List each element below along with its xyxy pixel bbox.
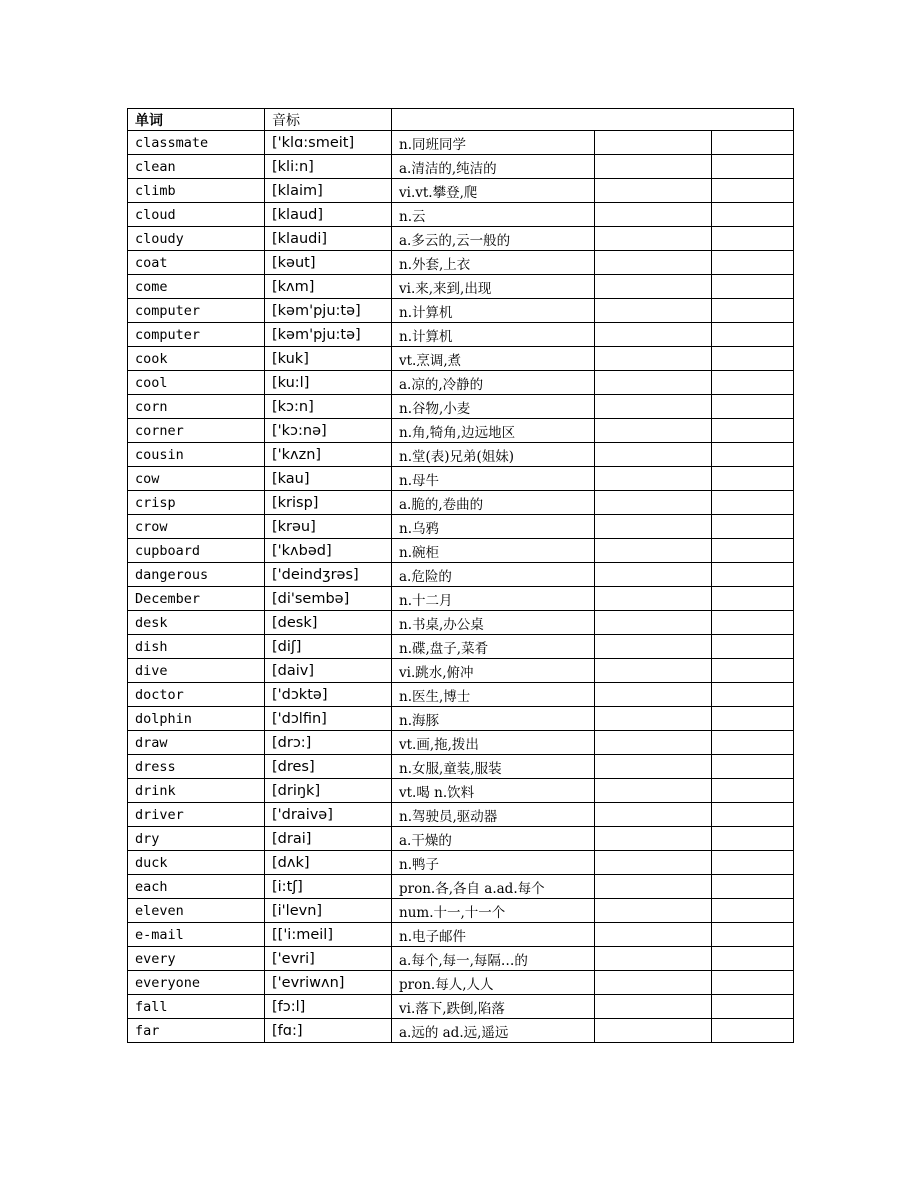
phonetic-cell: [kli:n] <box>265 155 392 179</box>
blank-cell <box>595 587 712 611</box>
blank-cell <box>712 779 794 803</box>
meaning-cell: a.清洁的,纯洁的 <box>392 155 595 179</box>
phonetic-cell: [diʃ] <box>265 635 392 659</box>
blank-cell <box>595 851 712 875</box>
blank-cell <box>712 419 794 443</box>
table-row <box>128 443 794 467</box>
word-cell: doctor <box>128 683 265 707</box>
table-row <box>128 1019 794 1043</box>
blank-cell <box>595 731 712 755</box>
phonetic-cell: [krəu] <box>265 515 392 539</box>
table-row <box>128 707 794 731</box>
table-row <box>128 923 794 947</box>
blank-cell <box>712 1019 794 1043</box>
blank-cell <box>595 611 712 635</box>
phonetic-cell: [fɑ:] <box>265 1019 392 1043</box>
blank-cell <box>595 515 712 539</box>
phonetic-cell: ['klɑ:smeit] <box>265 131 392 155</box>
table-row <box>128 323 794 347</box>
table-row <box>128 131 794 155</box>
phonetic-cell: [kuk] <box>265 347 392 371</box>
phonetic-cell: [klaud] <box>265 203 392 227</box>
meaning-cell: n.计算机 <box>392 299 595 323</box>
blank-cell <box>712 995 794 1019</box>
blank-cell <box>712 947 794 971</box>
table-row <box>128 227 794 251</box>
word-cell: cloudy <box>128 227 265 251</box>
word-cell: draw <box>128 731 265 755</box>
phonetic-cell: ['kɔ:nə] <box>265 419 392 443</box>
blank-cell <box>712 731 794 755</box>
blank-cell <box>595 371 712 395</box>
phonetic-cell: [kəm'pju:tə] <box>265 323 392 347</box>
blank-cell <box>595 347 712 371</box>
blank-cell <box>595 971 712 995</box>
table-row <box>128 803 794 827</box>
blank-cell <box>712 299 794 323</box>
word-cell: corn <box>128 395 265 419</box>
blank-cell <box>712 539 794 563</box>
table-row <box>128 587 794 611</box>
blank-cell <box>712 179 794 203</box>
blank-cell <box>712 659 794 683</box>
word-cell: far <box>128 1019 265 1043</box>
word-cell: dress <box>128 755 265 779</box>
word-cell: dive <box>128 659 265 683</box>
meaning-cell: n.谷物,小麦 <box>392 395 595 419</box>
blank-cell <box>712 611 794 635</box>
blank-cell <box>712 131 794 155</box>
phonetic-cell: [i'levn] <box>265 899 392 923</box>
meaning-cell: a.脆的,卷曲的 <box>392 491 595 515</box>
meaning-cell: n.书桌,办公桌 <box>392 611 595 635</box>
meaning-cell: vt.画,拖,拨出 <box>392 731 595 755</box>
blank-cell <box>595 563 712 587</box>
phonetic-cell: [kəm'pju:tə] <box>265 299 392 323</box>
blank-cell <box>595 1019 712 1043</box>
word-cell: drink <box>128 779 265 803</box>
table-row <box>128 779 794 803</box>
blank-cell <box>595 203 712 227</box>
table-row <box>128 947 794 971</box>
meaning-cell: num.十一,十一个 <box>392 899 595 923</box>
blank-cell <box>595 995 712 1019</box>
table-row <box>128 491 794 515</box>
blank-cell <box>595 299 712 323</box>
table-row <box>128 251 794 275</box>
blank-cell <box>595 803 712 827</box>
meaning-cell: n.碗柜 <box>392 539 595 563</box>
meaning-cell: pron.各,各自 a.ad.每个 <box>392 875 595 899</box>
blank-cell <box>595 275 712 299</box>
word-cell: computer <box>128 299 265 323</box>
word-cell: each <box>128 875 265 899</box>
table-row <box>128 155 794 179</box>
table-row <box>128 659 794 683</box>
meaning-cell: vi.vt.攀登,爬 <box>392 179 595 203</box>
word-cell: come <box>128 275 265 299</box>
meaning-cell: n.十二月 <box>392 587 595 611</box>
table-row <box>128 347 794 371</box>
table-row <box>128 731 794 755</box>
meaning-cell: n.女服,童装,服装 <box>392 755 595 779</box>
blank-cell <box>712 515 794 539</box>
word-cell: every <box>128 947 265 971</box>
header-phonetic: 音标 <box>265 109 392 131</box>
word-cell: computer <box>128 323 265 347</box>
word-cell: cousin <box>128 443 265 467</box>
phonetic-cell: [['i:meil] <box>265 923 392 947</box>
header-empty-cell <box>392 109 794 131</box>
blank-cell <box>712 827 794 851</box>
phonetic-cell: ['dɔlfin] <box>265 707 392 731</box>
blank-cell <box>712 467 794 491</box>
phonetic-cell: [klaim] <box>265 179 392 203</box>
table-row <box>128 371 794 395</box>
blank-cell <box>595 155 712 179</box>
word-cell: clean <box>128 155 265 179</box>
word-cell: driver <box>128 803 265 827</box>
meaning-cell: a.远的 ad.远,遥远 <box>392 1019 595 1043</box>
table-row <box>128 299 794 323</box>
meaning-cell: n.电子邮件 <box>392 923 595 947</box>
meaning-cell: n.医生,博士 <box>392 683 595 707</box>
meaning-cell: n.碟,盘子,菜肴 <box>392 635 595 659</box>
phonetic-cell: ['evri] <box>265 947 392 971</box>
phonetic-cell: [desk] <box>265 611 392 635</box>
meaning-cell: n.外套,上衣 <box>392 251 595 275</box>
blank-cell <box>595 947 712 971</box>
phonetic-cell: ['deindʒrəs] <box>265 563 392 587</box>
table-row <box>128 275 794 299</box>
table-row <box>128 515 794 539</box>
meaning-cell: a.每个,每一,每隔…的 <box>392 947 595 971</box>
vocabulary-table-body <box>128 109 794 1043</box>
word-cell: December <box>128 587 265 611</box>
blank-cell <box>595 491 712 515</box>
table-row <box>128 851 794 875</box>
meaning-cell: vt.喝 n.饮料 <box>392 779 595 803</box>
phonetic-cell: [dʌk] <box>265 851 392 875</box>
meaning-cell: n.计算机 <box>392 323 595 347</box>
blank-cell <box>712 899 794 923</box>
phonetic-cell: [daiv] <box>265 659 392 683</box>
table-row <box>128 995 794 1019</box>
phonetic-cell: [driŋk] <box>265 779 392 803</box>
phonetic-cell: [dres] <box>265 755 392 779</box>
meaning-cell: n.云 <box>392 203 595 227</box>
blank-cell <box>595 323 712 347</box>
meaning-cell: a.干燥的 <box>392 827 595 851</box>
word-cell: desk <box>128 611 265 635</box>
table-row <box>128 419 794 443</box>
phonetic-cell: [fɔ:l] <box>265 995 392 1019</box>
phonetic-cell: [ku:l] <box>265 371 392 395</box>
meaning-cell: n.同班同学 <box>392 131 595 155</box>
phonetic-cell: ['dɔktə] <box>265 683 392 707</box>
meaning-cell: n.海豚 <box>392 707 595 731</box>
blank-cell <box>595 875 712 899</box>
word-cell: dish <box>128 635 265 659</box>
blank-cell <box>712 755 794 779</box>
meaning-cell: a.危险的 <box>392 563 595 587</box>
table-row <box>128 203 794 227</box>
blank-cell <box>595 827 712 851</box>
blank-cell <box>595 683 712 707</box>
word-cell: coat <box>128 251 265 275</box>
word-cell: cool <box>128 371 265 395</box>
table-row <box>128 683 794 707</box>
meaning-cell: n.母牛 <box>392 467 595 491</box>
blank-cell <box>712 563 794 587</box>
blank-cell <box>595 395 712 419</box>
word-cell: cupboard <box>128 539 265 563</box>
blank-cell <box>595 227 712 251</box>
word-cell: duck <box>128 851 265 875</box>
phonetic-cell: ['draivə] <box>265 803 392 827</box>
blank-cell <box>712 635 794 659</box>
blank-cell <box>712 443 794 467</box>
blank-cell <box>712 971 794 995</box>
word-cell: eleven <box>128 899 265 923</box>
table-row <box>128 395 794 419</box>
table-row <box>128 827 794 851</box>
meaning-cell: pron.每人,人人 <box>392 971 595 995</box>
word-cell: cloud <box>128 203 265 227</box>
meaning-cell: vt.烹调,煮 <box>392 347 595 371</box>
meaning-cell: n.乌鸦 <box>392 515 595 539</box>
meaning-cell: n.堂(表)兄弟(姐妹) <box>392 443 595 467</box>
phonetic-cell: [kau] <box>265 467 392 491</box>
word-cell: corner <box>128 419 265 443</box>
table-row <box>128 179 794 203</box>
table-row <box>128 563 794 587</box>
blank-cell <box>712 347 794 371</box>
word-cell: classmate <box>128 131 265 155</box>
blank-cell <box>595 923 712 947</box>
blank-cell <box>595 659 712 683</box>
blank-cell <box>712 587 794 611</box>
table-row <box>128 539 794 563</box>
blank-cell <box>595 779 712 803</box>
word-cell: e-mail <box>128 923 265 947</box>
blank-cell <box>712 395 794 419</box>
meaning-cell: a.凉的,冷静的 <box>392 371 595 395</box>
word-cell: crisp <box>128 491 265 515</box>
blank-cell <box>595 635 712 659</box>
blank-cell <box>712 875 794 899</box>
meaning-cell: vi.跳水,俯冲 <box>392 659 595 683</box>
phonetic-cell: [di'sembə] <box>265 587 392 611</box>
blank-cell <box>595 419 712 443</box>
blank-cell <box>712 251 794 275</box>
blank-cell <box>712 371 794 395</box>
blank-cell <box>595 251 712 275</box>
table-row <box>128 635 794 659</box>
meaning-cell: vi.来,来到,出现 <box>392 275 595 299</box>
blank-cell <box>595 899 712 923</box>
phonetic-cell: [klaudi] <box>265 227 392 251</box>
phonetic-cell: [kʌm] <box>265 275 392 299</box>
meaning-cell: n.鸭子 <box>392 851 595 875</box>
blank-cell <box>712 275 794 299</box>
blank-cell <box>712 923 794 947</box>
word-cell: dolphin <box>128 707 265 731</box>
word-cell: crow <box>128 515 265 539</box>
word-cell: everyone <box>128 971 265 995</box>
blank-cell <box>712 155 794 179</box>
meaning-cell: a.多云的,云一般的 <box>392 227 595 251</box>
blank-cell <box>595 539 712 563</box>
table-row <box>128 899 794 923</box>
table-row <box>128 971 794 995</box>
table-row <box>128 875 794 899</box>
word-cell: cook <box>128 347 265 371</box>
phonetic-cell: [drɔ:] <box>265 731 392 755</box>
header-word: 单词 <box>128 109 265 131</box>
blank-cell <box>595 755 712 779</box>
phonetic-cell: ['kʌbəd] <box>265 539 392 563</box>
blank-cell <box>595 707 712 731</box>
word-cell: fall <box>128 995 265 1019</box>
blank-cell <box>595 443 712 467</box>
word-cell: cow <box>128 467 265 491</box>
blank-cell <box>712 323 794 347</box>
phonetic-cell: [i:tʃ] <box>265 875 392 899</box>
meaning-cell: vi.落下,跌倒,陷落 <box>392 995 595 1019</box>
phonetic-cell: ['kʌzn] <box>265 443 392 467</box>
blank-cell <box>712 491 794 515</box>
phonetic-cell: [kəut] <box>265 251 392 275</box>
blank-cell <box>712 707 794 731</box>
word-cell: climb <box>128 179 265 203</box>
blank-cell <box>595 131 712 155</box>
phonetic-cell: [krisp] <box>265 491 392 515</box>
vocabulary-table <box>127 108 794 1043</box>
word-cell: dry <box>128 827 265 851</box>
blank-cell <box>712 227 794 251</box>
table-row <box>128 467 794 491</box>
blank-cell <box>712 803 794 827</box>
table-header-row <box>128 109 794 131</box>
phonetic-cell: [drai] <box>265 827 392 851</box>
phonetic-cell: ['evriwʌn] <box>265 971 392 995</box>
blank-cell <box>712 203 794 227</box>
blank-cell <box>595 467 712 491</box>
meaning-cell: n.角,犄角,边远地区 <box>392 419 595 443</box>
word-cell: dangerous <box>128 563 265 587</box>
phonetic-cell: [kɔ:n] <box>265 395 392 419</box>
blank-cell <box>712 683 794 707</box>
meaning-cell: n.驾驶员,驱动器 <box>392 803 595 827</box>
blank-cell <box>712 851 794 875</box>
table-row <box>128 611 794 635</box>
table-row <box>128 755 794 779</box>
blank-cell <box>595 179 712 203</box>
